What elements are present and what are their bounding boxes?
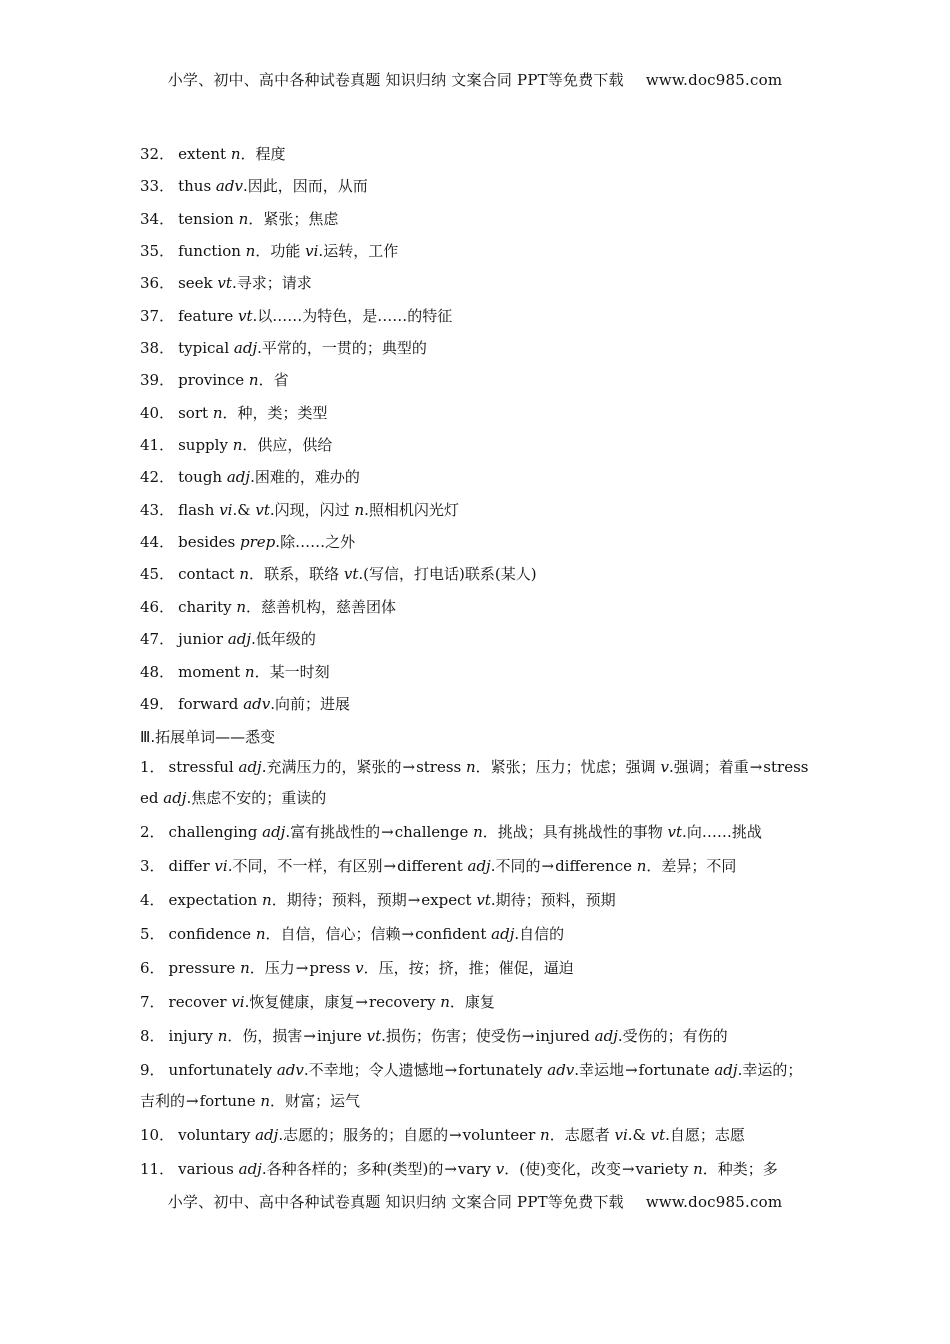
part-of-speech: adj [238, 758, 262, 777]
entry-text: ．压力 [249, 959, 295, 978]
headword: flash [178, 500, 215, 519]
definition: 闪现，闪过 [274, 500, 355, 519]
entry-text: ．种类；多 [702, 1160, 778, 1179]
part-of-speech: n [230, 145, 241, 163]
entry-text: expectation [168, 891, 263, 910]
vocab-item [140, 593, 812, 625]
part-of-speech: n [232, 436, 243, 455]
extended-item [140, 817, 812, 848]
part-of-speech: n [636, 857, 647, 876]
derivation-arrow: → [295, 959, 309, 978]
part-of-speech: n [236, 597, 247, 616]
part-of-speech: adj [227, 630, 252, 649]
headword: charity [178, 597, 232, 616]
entry-text: difference [555, 857, 637, 876]
vocab-item [140, 560, 812, 592]
header-banner [0, 69, 950, 90]
item-number: 49． [140, 694, 175, 713]
separator: . [269, 500, 275, 519]
derivation-arrow: → [541, 857, 555, 876]
part-of-speech: n [466, 758, 476, 777]
vocab-item [140, 237, 812, 269]
headword: thus [178, 177, 212, 196]
footer-banner-site[interactable]: www.doc985.com [645, 1193, 783, 1211]
item-number: 37． [140, 306, 175, 325]
footer-banner [0, 1191, 950, 1212]
part-of-speech: vt [255, 500, 270, 519]
vocab-list [140, 140, 812, 722]
item-number: 3． [140, 857, 165, 876]
item-number: 6． [140, 959, 165, 978]
part-of-speech: n [212, 403, 223, 422]
definition: 程度 [255, 145, 286, 163]
part-of-speech: vt [343, 565, 359, 584]
part-of-speech: adv [243, 694, 271, 713]
part-of-speech: vi [305, 242, 319, 261]
entry-text: voluntary [178, 1126, 256, 1145]
definition: 因此，因而，从而 [247, 177, 368, 196]
vocab-item [140, 366, 812, 398]
entry-text: fortunate [638, 1061, 715, 1080]
part-of-speech: vt [476, 891, 491, 910]
vocab-item [140, 302, 812, 334]
definition: 联系，联络 [264, 565, 344, 584]
vocab-item [140, 172, 812, 204]
item-number: 8． [140, 1027, 165, 1046]
part-of-speech: vi [614, 1126, 628, 1145]
part-of-speech: n [248, 371, 259, 390]
entry-text: confident [415, 925, 492, 944]
header-banner-site[interactable]: www.doc985.com [645, 71, 783, 89]
part-of-speech: n [245, 242, 256, 261]
part-of-speech: vi [219, 500, 233, 519]
part-of-speech: v [660, 758, 669, 777]
entry-text: .各种各样的；多种(类型)的 [261, 1160, 444, 1179]
entry-text: .不同的 [490, 857, 541, 876]
derivation-arrow: → [355, 993, 368, 1012]
part-of-speech: n [354, 500, 365, 519]
vocab-item [140, 334, 812, 366]
part-of-speech: vt [650, 1126, 666, 1145]
item-number: 41． [140, 436, 175, 455]
headword: sort [178, 403, 209, 422]
vocab-item [140, 399, 812, 431]
entry-text: pressure [168, 959, 241, 978]
entry-text: .受伤的；有伤的 [617, 1027, 728, 1046]
part-of-speech: vt [667, 823, 683, 842]
definition: (写信，打电话)联系(某人) [363, 565, 537, 584]
entry-text: vary [457, 1160, 496, 1179]
part-of-speech: adv [276, 1061, 304, 1080]
definition: 低年级的 [255, 630, 316, 649]
part-of-speech: prep [240, 533, 276, 552]
extended-item [140, 919, 812, 950]
extended-item [140, 1154, 812, 1185]
entry-text: injure [317, 1027, 367, 1046]
definition: 慈善机构，慈善团体 [261, 597, 397, 616]
headword: tough [178, 468, 223, 487]
headword: province [178, 371, 245, 390]
entry-text: .幸运地 [574, 1061, 625, 1080]
separator: ． [249, 565, 265, 584]
extended-item [140, 851, 812, 882]
entry-text: .损伤；伤害；使受伤 [381, 1027, 521, 1046]
separator: . [270, 694, 275, 713]
part-of-speech: n [260, 1092, 271, 1111]
derivation-arrow: → [383, 857, 397, 876]
separator: . [364, 500, 369, 519]
derivation-arrow: → [444, 1061, 458, 1080]
item-number: 42． [140, 468, 175, 487]
extended-item [140, 1120, 812, 1151]
derivation-arrow: → [449, 1126, 462, 1145]
entry-text: challenge [394, 823, 474, 842]
definition: 供应，供给 [257, 436, 333, 455]
part-of-speech: adj [163, 789, 187, 808]
headword: function [178, 242, 241, 261]
part-of-speech: n [238, 209, 249, 228]
item-number: 34． [140, 209, 175, 228]
derivation-arrow: → [402, 758, 416, 777]
entry-text: expect [421, 891, 477, 910]
definition: 寻求；请求 [236, 274, 312, 293]
item-number: 33． [140, 177, 175, 196]
item-number: 7． [140, 993, 165, 1012]
headword: tension [178, 209, 234, 228]
entry-text: .不幸地；令人遗憾地 [303, 1061, 444, 1080]
part-of-speech: v [495, 1160, 505, 1179]
entry-text: .充满压力的，紧张的 [261, 758, 402, 777]
entry-text: .恢复健康，康复 [244, 993, 355, 1012]
separator: ． [240, 145, 256, 163]
derivation-arrow: → [407, 891, 421, 910]
entry-text: .向……挑战 [682, 823, 762, 842]
part-of-speech: n [244, 662, 255, 681]
extended-item [140, 885, 812, 916]
derivation-arrow: → [625, 1061, 638, 1080]
entry-text: .焦虑不安的；重读的 [186, 789, 327, 808]
entry-text: differ [168, 857, 215, 876]
extended-item [140, 1021, 812, 1052]
entry-text: ．期待；预料，预期 [271, 891, 407, 910]
entry-text: ．志愿者 [549, 1126, 615, 1145]
item-number: 35． [140, 242, 175, 261]
vocab-item [140, 496, 812, 528]
entry-text: injury [168, 1027, 218, 1046]
item-number: 2． [140, 823, 165, 842]
separator: . [242, 177, 248, 196]
item-number: 47． [140, 630, 175, 649]
definition: 紧张；焦虑 [263, 209, 339, 228]
entry-text: .不同，不一样，有区别 [227, 857, 383, 876]
separator: ． [255, 242, 271, 261]
derivation-arrow: → [401, 925, 415, 944]
separator: ． [248, 209, 264, 228]
item-number: 39． [140, 371, 175, 390]
part-of-speech: n [473, 823, 483, 842]
part-of-speech: adj [255, 1126, 279, 1145]
part-of-speech: adj [262, 823, 286, 842]
derivation-arrow: → [621, 1160, 635, 1179]
definition: 种，类；类型 [237, 403, 328, 422]
entry-text: fortune [199, 1092, 261, 1111]
item-number: 48． [140, 662, 175, 681]
part-of-speech: vi [231, 993, 245, 1012]
part-of-speech: vi [214, 857, 228, 876]
definition: 向前；进展 [275, 694, 351, 713]
entry-text: recovery [368, 993, 441, 1012]
vocab-item [140, 658, 812, 690]
entry-text: various [178, 1160, 239, 1179]
part-of-speech: adj [467, 857, 491, 876]
headword: contact [178, 565, 235, 584]
headword: feature [178, 306, 234, 325]
headword: besides [178, 533, 236, 552]
entry-text: press [309, 959, 356, 978]
separator: . [275, 533, 281, 552]
item-number: 5． [140, 925, 165, 944]
definition: 平常的，一贯的；典型的 [261, 339, 427, 358]
part-of-speech: adj [233, 339, 258, 358]
item-number: 36． [140, 274, 175, 293]
item-number: 45． [140, 565, 175, 584]
extended-item [140, 987, 812, 1018]
entry-text: ．康复 [449, 993, 495, 1012]
headword: extent [178, 145, 227, 163]
part-of-speech: adj [491, 925, 515, 944]
separator: ． [222, 403, 238, 422]
entry-text: .强调；着重 [668, 758, 749, 777]
part-of-speech: adj [238, 1160, 262, 1179]
vocab-item [140, 269, 812, 301]
part-of-speech: vt [366, 1027, 382, 1046]
part-of-speech: n [255, 925, 266, 944]
entry-text: .期待；预料，预期 [490, 891, 616, 910]
headword: moment [178, 662, 241, 681]
separator: . [318, 242, 324, 261]
headword: typical [178, 339, 230, 358]
item-number: 11． [140, 1160, 175, 1179]
document-body [140, 140, 812, 1188]
part-of-speech: n [239, 565, 250, 584]
entry-text: ．自信，信心；信赖 [265, 925, 401, 944]
section-heading: Ⅲ.拓展单词——悉变 [140, 728, 276, 747]
entry-text: .幸运的；吉利的 [140, 1061, 803, 1111]
headword: forward [178, 694, 239, 713]
vocab-item [140, 140, 812, 172]
footer-banner-text: 小学、初中、高中各种试卷真题 知识归纳 文案合同 PPT等免费下载 [167, 1193, 624, 1211]
separator: . [250, 468, 255, 487]
headword: junior [178, 630, 224, 649]
extended-vocab-list [140, 752, 812, 1185]
entry-text: stressful [168, 758, 239, 777]
item-number: 1． [140, 758, 165, 777]
definition: 功能 [270, 242, 306, 261]
separator: . [251, 630, 256, 649]
vocab-item [140, 625, 812, 657]
entry-text: unfortunately [168, 1061, 277, 1080]
entry-text: ．伤，损害 [227, 1027, 303, 1046]
entry-text: ．差异；不同 [646, 857, 737, 876]
part-of-speech: n [440, 993, 450, 1012]
entry-text: .& [627, 1126, 651, 1145]
extended-item [140, 953, 812, 984]
definition: 困难的，难办的 [254, 468, 360, 487]
part-of-speech: n [262, 891, 272, 910]
item-number: 38． [140, 339, 175, 358]
vocab-item [140, 463, 812, 495]
entry-text: ．紧张；压力；忧虑；强调 [475, 758, 661, 777]
entry-text: ．压，按；挤，推；催促，逼迫 [363, 959, 574, 978]
derivation-arrow: → [444, 1160, 457, 1179]
extended-item [140, 752, 812, 814]
vocab-item [140, 690, 812, 722]
separator: .& [232, 500, 256, 519]
part-of-speech: adv [547, 1061, 575, 1080]
entry-text: stress [416, 758, 466, 777]
entry-text: injured [535, 1027, 595, 1046]
part-of-speech: adj [226, 468, 251, 487]
part-of-speech: adj [594, 1027, 618, 1046]
part-of-speech: vt [217, 274, 232, 293]
entry-text: ．(使)变化，改变 [504, 1160, 621, 1179]
definition: 运转，工作 [323, 242, 399, 261]
derivation-arrow: → [303, 1027, 316, 1046]
entry-text: stressed [140, 758, 809, 808]
item-number: 4． [140, 891, 165, 910]
derivation-arrow: → [186, 1092, 199, 1111]
entry-text: different [397, 857, 468, 876]
part-of-speech: n [217, 1027, 228, 1046]
separator: . [358, 565, 364, 584]
definition: 以……为特色，是……的特征 [257, 306, 453, 325]
item-number: 32． [140, 145, 175, 163]
entry-text: volunteer [462, 1126, 541, 1145]
part-of-speech: n [240, 959, 250, 978]
separator: ． [258, 371, 274, 390]
headword: supply [178, 436, 228, 455]
separator: . [231, 274, 237, 293]
separator: ． [254, 662, 270, 681]
entry-text: .自愿；志愿 [665, 1126, 745, 1145]
part-of-speech: n [693, 1160, 703, 1179]
definition: 照相机闪光灯 [368, 500, 459, 519]
vocab-item [140, 205, 812, 237]
definition: 省 [273, 371, 289, 390]
entry-text: ．财富；运气 [270, 1092, 361, 1111]
part-of-speech: adj [714, 1061, 738, 1080]
item-number: 43． [140, 500, 175, 519]
entry-text: .志愿的；服务的；自愿的 [278, 1126, 449, 1145]
item-number: 44． [140, 533, 175, 552]
part-of-speech: n [540, 1126, 550, 1145]
item-number: 9． [140, 1061, 165, 1080]
extended-item [140, 1055, 812, 1117]
entry-text: ．挑战；具有挑战性的事物 [482, 823, 668, 842]
entry-text: challenging [168, 823, 263, 842]
item-number: 46． [140, 597, 175, 616]
entry-text: variety [635, 1160, 694, 1179]
vocab-item [140, 528, 812, 560]
entry-text: recover [168, 993, 232, 1012]
part-of-speech: v [355, 959, 364, 978]
definition: 除……之外 [280, 533, 356, 552]
part-of-speech: adv [215, 177, 243, 196]
entry-text: confidence [168, 925, 256, 944]
item-number: 40． [140, 403, 175, 422]
header-banner-text: 小学、初中、高中各种试卷真题 知识归纳 文案合同 PPT等免费下载 [167, 71, 624, 89]
derivation-arrow: → [381, 823, 394, 842]
entry-text: .自信的 [514, 925, 565, 944]
part-of-speech: vt [237, 306, 253, 325]
vocab-item [140, 431, 812, 463]
headword: seek [178, 274, 213, 293]
separator: . [252, 306, 258, 325]
separator: ． [242, 436, 258, 455]
derivation-arrow: → [521, 1027, 535, 1046]
entry-text: .富有挑战性的 [285, 823, 381, 842]
entry-text: fortunately [458, 1061, 548, 1080]
separator: . [257, 339, 262, 358]
item-number: 10． [140, 1126, 175, 1145]
derivation-arrow: → [749, 758, 763, 777]
definition: 某一时刻 [269, 662, 330, 681]
separator: ． [246, 597, 262, 616]
